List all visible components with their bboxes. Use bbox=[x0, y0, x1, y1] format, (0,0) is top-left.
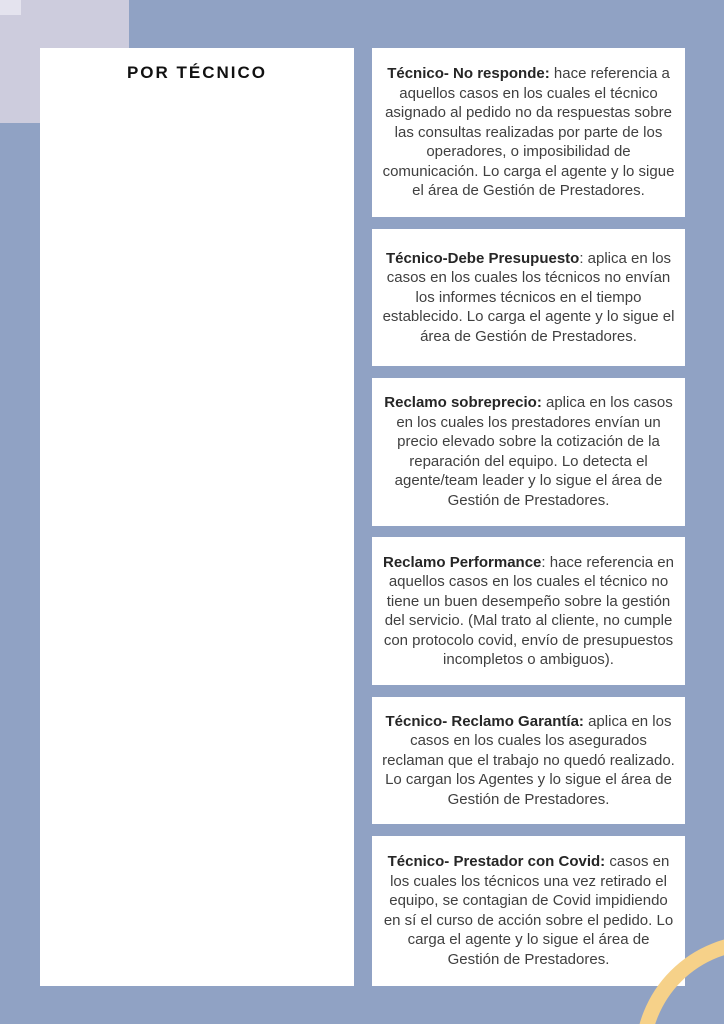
card-description: hace referencia a aquellos casos en los cuales el técnico asignado al pedido no da respuestas sobre las consultas realizadas por parte de los operadores, o imposibilidad de comunicación. Lo carga el agente y lo sigue el área de Gestión de Prestadores. bbox=[382, 65, 675, 200]
card-description: : aplica en los casos en los cuales los técnicos no envían los informes técnicos en el tiempo establecido. Lo carga el agente y lo sigue el área de Gestión de Prestadores. bbox=[382, 249, 675, 345]
definition-card-reclamo-sobreprecio bbox=[372, 378, 685, 526]
card-text bbox=[382, 553, 675, 670]
definition-card-no-responde bbox=[372, 48, 685, 217]
card-description: aplica en los casos en los cuales los asegurados reclaman que el trabajo no quedó realizado. Lo cargan los Agentes y lo sigue el área de Gestión de Prestadores. bbox=[382, 712, 675, 808]
definition-card-reclamo-performance bbox=[372, 537, 685, 685]
card-term: Reclamo Performance bbox=[383, 553, 542, 571]
card-text bbox=[382, 249, 675, 347]
card-description: aplica en los casos en los cuales los prestadores envían un precio elevado sobre la cotización de la reparación del equipo. Lo detecta el agente/team leader y lo sigue el área de Gestión de Prestadores. bbox=[394, 394, 673, 509]
card-term: Técnico-Debe Presupuesto bbox=[385, 249, 580, 267]
card-description: casos en los cuales los técnicos una vez retirado el equipo, se contagian de Covid impidiendo en sí el curso de acción sobre el pedido. Lo carga el agente y lo sigue el área de Gestión de Prestadores. bbox=[383, 853, 674, 968]
card-term: Técnico- Prestador con Covid: bbox=[387, 853, 606, 871]
card-description: : hace referencia en aquellos casos en los cuales el técnico no tiene un buen desempeño sobre la gestión del servicio. (Mal trato al cliente, no cumple con protocolo covid, envío de presupuestos incompletos o ambiguos). bbox=[383, 553, 674, 669]
page-title: POR TÉCNICO bbox=[126, 63, 268, 82]
card-term: Técnico- Reclamo Garantía: bbox=[385, 712, 584, 730]
left-panel bbox=[40, 48, 354, 986]
definitions-column bbox=[372, 48, 685, 986]
card-term: Reclamo sobreprecio: bbox=[384, 394, 542, 412]
card-text bbox=[382, 852, 675, 969]
card-text bbox=[382, 64, 675, 201]
card-text bbox=[382, 393, 675, 510]
definition-card-reclamo-garantia bbox=[372, 697, 685, 824]
definition-card-prestador-covid bbox=[372, 836, 685, 986]
card-text bbox=[382, 712, 675, 810]
decor-corner-notch bbox=[0, 0, 21, 15]
definition-card-debe-presupuesto bbox=[372, 229, 685, 366]
card-term: Técnico- No responde: bbox=[387, 65, 550, 83]
